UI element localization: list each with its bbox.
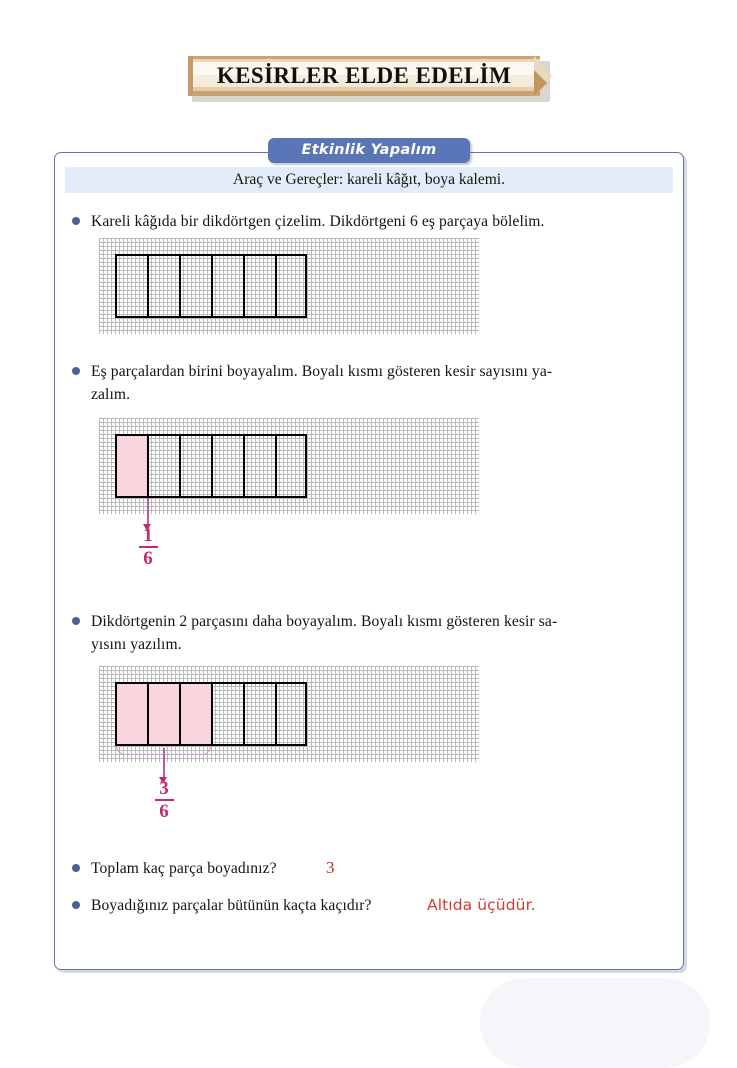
step-2-divider-4 xyxy=(243,434,245,498)
step-2-text: Eş parçalardan birini boyayalım. Boyalı kısmı gösteren kesir sayısını ya- xyxy=(91,363,553,380)
bullet-dot-icon xyxy=(72,864,80,872)
step-1-text: Kareli kâğıda bir dikdörtgen çizelim. Dikdörtgeni 6 eş parçaya bölelim. xyxy=(91,213,545,230)
step-2-text-line2: zalım. xyxy=(91,386,131,403)
step-1-divider-1 xyxy=(147,254,149,318)
step-2-divider-3 xyxy=(211,434,213,498)
step-3-divider-5 xyxy=(275,682,277,746)
question-2-text: Boyadığınız parçalar bütünün kaçta kaçıdır? xyxy=(91,897,372,914)
step-1-divider-3 xyxy=(211,254,213,318)
activity-badge-label: Etkinlik Yapalım xyxy=(301,142,437,158)
step-3-divider-3 xyxy=(211,682,213,746)
step-2-fraction-numerator: 1 xyxy=(143,525,153,546)
materials-strip: Araç ve Gereçler: kareli kâğıt, boya kalemi. xyxy=(65,167,673,193)
bullet-dot-icon xyxy=(72,617,80,625)
step-3-text: Dikdörtgenin 2 parçasını daha boyayalım. Boyalı kısmı gösteren kesir sa- xyxy=(91,613,558,630)
step-2-divider-1 xyxy=(147,434,149,498)
step-2-divider-5 xyxy=(275,434,277,498)
question-2-answer: Altıda üçüdür. xyxy=(427,896,536,914)
step-2-grid-paper xyxy=(99,418,479,514)
step-1-divider-5 xyxy=(275,254,277,318)
bullet-dot-icon xyxy=(72,217,80,225)
step-2-divider-2 xyxy=(179,434,181,498)
title-banner xyxy=(188,56,550,102)
step-3-fraction-numerator: 3 xyxy=(159,778,169,799)
page-watermark-shape xyxy=(480,978,710,1068)
bullet-dot-icon xyxy=(72,367,80,375)
bullet-dot-icon xyxy=(72,901,80,909)
activity-badge xyxy=(268,138,470,163)
page-title: KESİRLER ELDE EDELİM xyxy=(216,63,512,88)
step-1-divider-4 xyxy=(243,254,245,318)
question-1-text: Toplam kaç parça boyadınız? xyxy=(91,860,277,877)
step-3-text-line2: yısını yazılım. xyxy=(91,636,182,653)
step-1-divider-2 xyxy=(179,254,181,318)
step-2-fraction xyxy=(133,527,163,567)
step-1-grid-paper xyxy=(99,238,479,334)
step-3-divider-1 xyxy=(147,682,149,746)
step-3-divider-4 xyxy=(243,682,245,746)
step-2-fraction-denominator: 6 xyxy=(143,547,153,569)
step-3-fraction xyxy=(149,780,179,820)
step-3-divider-2 xyxy=(179,682,181,746)
question-1-answer: 3 xyxy=(326,858,335,877)
step-3-fraction-denominator: 6 xyxy=(159,800,169,822)
